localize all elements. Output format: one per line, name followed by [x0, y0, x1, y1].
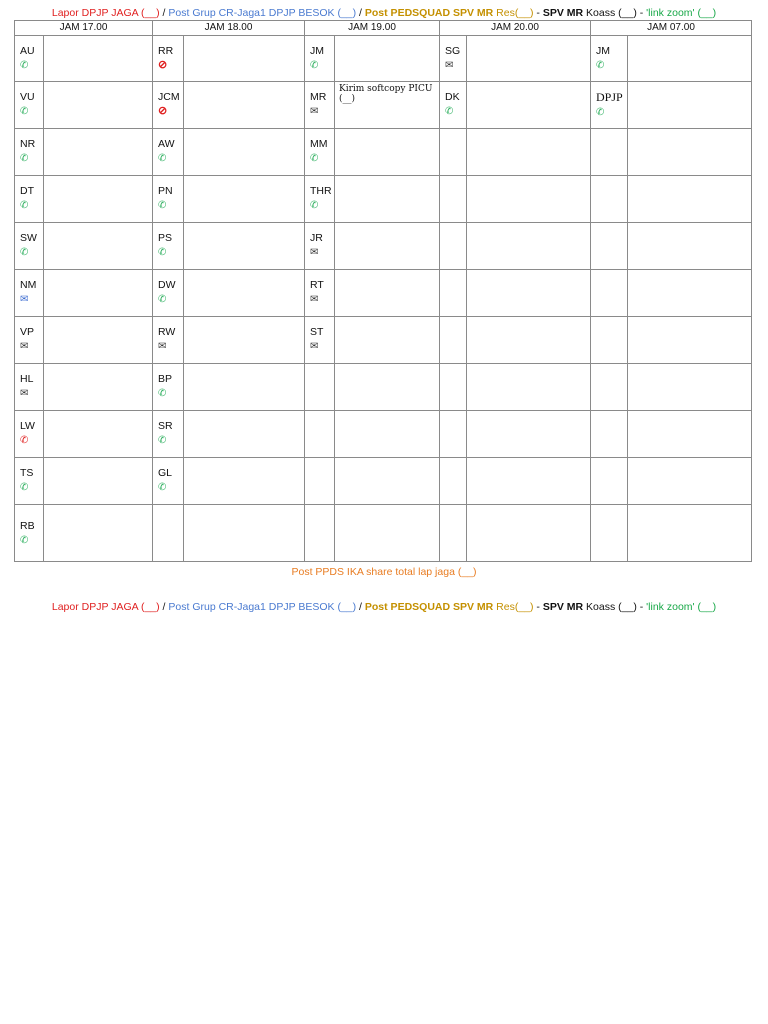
- doctor-code-cell[interactable]: [591, 82, 628, 129]
- report-note-cell[interactable]: [628, 129, 752, 176]
- report-note-cell[interactable]: [335, 411, 440, 458]
- doctor-code-cell[interactable]: [591, 411, 628, 458]
- phone-check-icon: ✆: [20, 200, 29, 211]
- phone-check-icon: ✆: [20, 482, 29, 493]
- doctor-code-cell[interactable]: [153, 270, 184, 317]
- doctor-code: DPJP: [596, 90, 623, 104]
- report-note-cell[interactable]: [184, 458, 305, 505]
- phone-check-icon: ✆: [20, 535, 29, 546]
- column-header: JAM 07.00: [591, 21, 752, 36]
- doctor-code-cell[interactable]: [440, 317, 467, 364]
- report-note-cell[interactable]: [44, 36, 153, 82]
- envelope-icon: ✉: [310, 106, 319, 117]
- report-note-cell[interactable]: [184, 317, 305, 364]
- report-note-cell[interactable]: [628, 36, 752, 82]
- phone-red-icon: ✆: [20, 435, 29, 446]
- report-note-cell[interactable]: [335, 505, 440, 562]
- doctor-code-cell[interactable]: [15, 317, 44, 364]
- envelope-icon: ✉: [310, 247, 319, 258]
- doctor-code: VU: [20, 91, 35, 103]
- report-note-cell[interactable]: [335, 364, 440, 411]
- separator: -: [636, 7, 647, 19]
- doctor-code: TS: [20, 467, 34, 479]
- doctor-code: DK: [445, 91, 460, 103]
- doctor-code-cell[interactable]: [440, 176, 467, 223]
- doctor-code: RB: [20, 520, 35, 532]
- report-note-cell[interactable]: [184, 411, 305, 458]
- schedule-row: [15, 505, 752, 562]
- report-note-cell[interactable]: [184, 223, 305, 270]
- report-note-cell[interactable]: [44, 223, 153, 270]
- phone-check-icon: ✆: [310, 153, 319, 164]
- report-note-cell[interactable]: [467, 411, 591, 458]
- phone-check-icon: ✆: [20, 60, 29, 71]
- doctor-code: MR: [310, 91, 327, 103]
- separator: /: [159, 601, 169, 613]
- phone-check-icon: ✆: [445, 106, 454, 117]
- report-note-cell[interactable]: [44, 505, 153, 562]
- doctor-code-cell[interactable]: [153, 82, 184, 129]
- doctor-code: LW: [20, 420, 35, 432]
- doctor-code-cell[interactable]: [440, 364, 467, 411]
- doctor-code-cell[interactable]: [153, 505, 184, 562]
- blocked-icon: ⊘: [158, 105, 168, 117]
- doctor-code: AW: [158, 138, 175, 150]
- post-grup-text: Post Grup CR-Jaga1 DPJP BESOK (__): [168, 601, 357, 613]
- link-zoom-text: 'link zoom' (__): [646, 601, 717, 613]
- doctor-code: BP: [158, 373, 173, 385]
- phone-check-icon: ✆: [596, 107, 605, 118]
- doctor-code-cell[interactable]: [591, 129, 628, 176]
- doctor-code-cell[interactable]: [591, 176, 628, 223]
- doctor-code-cell[interactable]: [15, 129, 44, 176]
- doctor-code-cell[interactable]: [305, 364, 335, 411]
- envelope-icon: ✉: [158, 341, 167, 352]
- separator: -: [636, 601, 647, 613]
- column-header: JAM 18.00: [153, 21, 305, 36]
- doctor-code-cell[interactable]: [15, 411, 44, 458]
- header-row: [15, 21, 752, 36]
- phone-check-icon: ✆: [158, 482, 167, 493]
- doctor-code: JM: [596, 45, 610, 57]
- report-note-cell[interactable]: [628, 458, 752, 505]
- report-note-cell[interactable]: [184, 36, 305, 82]
- doctor-code: SR: [158, 420, 173, 432]
- doctor-code-cell[interactable]: [440, 82, 467, 129]
- report-note-cell[interactable]: [184, 129, 305, 176]
- doctor-code-cell[interactable]: [305, 82, 335, 129]
- doctor-code: SW: [20, 232, 37, 244]
- blocked-icon: ⊘: [158, 59, 168, 71]
- report-note-cell[interactable]: [467, 82, 591, 129]
- report-note-cell[interactable]: [335, 223, 440, 270]
- report-note-cell[interactable]: [628, 364, 752, 411]
- schedule-row: [15, 364, 752, 411]
- doctor-code: AU: [20, 45, 35, 57]
- spv-mr-text: SPV MR: [542, 601, 584, 613]
- envelope-icon: ✉: [445, 60, 454, 71]
- report-note-cell[interactable]: [335, 458, 440, 505]
- doctor-code-cell[interactable]: [153, 364, 184, 411]
- doctor-code-cell[interactable]: [591, 223, 628, 270]
- phone-check-icon: ✆: [20, 106, 29, 117]
- phone-check-icon: ✆: [596, 60, 605, 71]
- report-note-cell[interactable]: [467, 364, 591, 411]
- post-pedsquad-text: Post PEDSQUAD SPV MR: [364, 601, 494, 613]
- doctor-code-cell[interactable]: [440, 36, 467, 82]
- doctor-code-cell[interactable]: [591, 36, 628, 82]
- doctor-code: THR: [310, 185, 332, 197]
- report-note-cell[interactable]: [184, 82, 305, 129]
- doctor-code: GL: [158, 467, 173, 479]
- doctor-code-cell[interactable]: [305, 458, 335, 505]
- doctor-code: ST: [310, 326, 324, 338]
- schedule-row: [15, 129, 752, 176]
- doctor-code-cell[interactable]: [305, 36, 335, 82]
- report-note-cell[interactable]: [335, 270, 440, 317]
- report-note-cell[interactable]: [44, 82, 153, 129]
- report-note-cell[interactable]: [628, 223, 752, 270]
- doctor-code: PN: [158, 185, 173, 197]
- spv-mr-text: SPV MR: [542, 7, 584, 19]
- doctor-code: RR: [158, 45, 174, 57]
- doctor-code: JM: [310, 45, 324, 57]
- phone-check-icon: ✆: [20, 153, 29, 164]
- envelope-icon: ✉: [310, 341, 319, 352]
- report-note-cell[interactable]: [628, 505, 752, 562]
- doctor-code: DT: [20, 185, 34, 197]
- header-instructions-top: [0, 7, 768, 19]
- envelope-icon: ✉: [310, 294, 319, 305]
- report-note-cell[interactable]: [467, 223, 591, 270]
- report-note-cell[interactable]: [184, 270, 305, 317]
- schedule-row: [15, 36, 752, 82]
- report-note-cell[interactable]: [467, 458, 591, 505]
- schedule-row: [15, 82, 752, 129]
- doctor-code: JR: [310, 232, 323, 244]
- report-note-cell[interactable]: [184, 176, 305, 223]
- phone-check-icon: ✆: [158, 294, 167, 305]
- report-note-cell[interactable]: [467, 176, 591, 223]
- report-note: Kirim softcopy PICU (__): [339, 84, 433, 104]
- report-note-cell[interactable]: [628, 317, 752, 364]
- doctor-code: JCM: [158, 91, 180, 103]
- phone-check-icon: ✆: [310, 60, 319, 71]
- footer-note: Post PPDS IKA share total lap jaga (__): [291, 566, 477, 578]
- doctor-code-cell[interactable]: [440, 129, 467, 176]
- column-header: JAM 20.00: [440, 21, 591, 36]
- doctor-code: MM: [310, 138, 328, 150]
- schedule-row: [15, 270, 752, 317]
- column-header: JAM 17.00: [15, 21, 153, 36]
- doctor-code-cell[interactable]: [15, 82, 44, 129]
- doctor-code-cell[interactable]: [15, 36, 44, 82]
- report-note-cell[interactable]: [335, 129, 440, 176]
- doctor-code: SG: [445, 45, 461, 57]
- report-note-cell[interactable]: [44, 411, 153, 458]
- doctor-code-cell[interactable]: [15, 505, 44, 562]
- doctor-code-cell[interactable]: [15, 458, 44, 505]
- separator: /: [159, 7, 169, 19]
- report-note-cell[interactable]: [184, 364, 305, 411]
- doctor-code-cell[interactable]: [153, 411, 184, 458]
- doctor-code-cell[interactable]: [153, 458, 184, 505]
- doctor-code-cell[interactable]: [305, 270, 335, 317]
- doctor-code-cell[interactable]: [153, 317, 184, 364]
- doctor-code: RW: [158, 326, 176, 338]
- report-note-cell[interactable]: [467, 36, 591, 82]
- doctor-code-cell[interactable]: [15, 270, 44, 317]
- doctor-code-cell[interactable]: [440, 458, 467, 505]
- phone-check-icon: ✆: [158, 247, 167, 258]
- doctor-code-cell[interactable]: [591, 458, 628, 505]
- report-note-cell[interactable]: [335, 36, 440, 82]
- schedule-row: [15, 317, 752, 364]
- doctor-code: DW: [158, 279, 176, 291]
- res-text: Res(__): [493, 7, 534, 19]
- res-text: Res(__): [493, 601, 534, 613]
- report-note-cell[interactable]: [44, 317, 153, 364]
- doctor-code-cell[interactable]: [15, 176, 44, 223]
- doctor-code-cell[interactable]: [15, 364, 44, 411]
- doctor-code: VP: [20, 326, 35, 338]
- doctor-code: HL: [20, 373, 34, 385]
- koass-text: Koass (__): [583, 601, 637, 613]
- doctor-code-cell[interactable]: [440, 270, 467, 317]
- separator: -: [533, 7, 543, 19]
- report-note-cell[interactable]: [628, 82, 752, 129]
- doctor-code-cell[interactable]: [153, 129, 184, 176]
- phone-check-icon: ✆: [158, 153, 167, 164]
- doctor-code-cell[interactable]: [153, 36, 184, 82]
- report-note-cell[interactable]: [44, 458, 153, 505]
- column-header: JAM 19.00: [305, 21, 440, 36]
- doctor-code-cell[interactable]: [153, 176, 184, 223]
- report-note-cell[interactable]: [335, 82, 440, 129]
- report-note-cell[interactable]: [467, 270, 591, 317]
- link-zoom-text: 'link zoom' (__): [646, 7, 717, 19]
- doctor-code: NM: [20, 279, 37, 291]
- schedule-row: [15, 458, 752, 505]
- phone-check-icon: ✆: [158, 435, 167, 446]
- koass-text: Koass (__): [583, 7, 637, 19]
- doctor-code-cell[interactable]: [440, 223, 467, 270]
- doctor-code-cell[interactable]: [591, 505, 628, 562]
- report-note-cell[interactable]: [628, 176, 752, 223]
- schedule-row: [15, 411, 752, 458]
- doctor-code-cell[interactable]: [591, 270, 628, 317]
- report-note-cell[interactable]: [335, 176, 440, 223]
- separator: /: [356, 7, 365, 19]
- report-note-cell[interactable]: [44, 129, 153, 176]
- report-note-cell[interactable]: [335, 317, 440, 364]
- doctor-code-cell[interactable]: [440, 505, 467, 562]
- separator: -: [533, 601, 543, 613]
- doctor-code-cell[interactable]: [440, 411, 467, 458]
- report-note-cell[interactable]: [467, 317, 591, 364]
- report-note-cell[interactable]: [628, 270, 752, 317]
- doctor-code-cell[interactable]: [591, 317, 628, 364]
- phone-check-icon: ✆: [158, 388, 167, 399]
- header-instructions-bottom: [0, 601, 768, 613]
- separator: /: [356, 601, 365, 613]
- report-note-cell[interactable]: [44, 176, 153, 223]
- envelope-icon: ✉: [20, 388, 29, 399]
- post-grup-text: Post Grup CR-Jaga1 DPJP BESOK (__): [168, 7, 357, 19]
- doctor-code-cell[interactable]: [305, 176, 335, 223]
- doctor-code-cell[interactable]: [591, 364, 628, 411]
- schedule-table: [14, 20, 752, 562]
- report-note-cell[interactable]: [467, 505, 591, 562]
- doctor-code-cell[interactable]: [305, 411, 335, 458]
- report-note-cell[interactable]: [184, 505, 305, 562]
- phone-check-icon: ✆: [310, 200, 319, 211]
- schedule-row: [15, 176, 752, 223]
- report-note-cell[interactable]: [628, 411, 752, 458]
- phone-check-icon: ✆: [20, 247, 29, 258]
- schedule-row: [15, 223, 752, 270]
- lapor-dpjp-text: Lapor DPJP JAGA (__): [51, 7, 160, 19]
- lapor-dpjp-text: Lapor DPJP JAGA (__): [51, 601, 160, 613]
- doctor-code: PS: [158, 232, 173, 244]
- envelope-icon: ✉: [20, 294, 29, 305]
- doctor-code-cell[interactable]: [305, 223, 335, 270]
- report-note-cell[interactable]: [44, 270, 153, 317]
- doctor-code-cell[interactable]: [153, 223, 184, 270]
- doctor-code: RT: [310, 279, 324, 291]
- envelope-icon: ✉: [20, 341, 29, 352]
- post-pedsquad-text: Post PEDSQUAD SPV MR: [364, 7, 494, 19]
- doctor-code: NR: [20, 138, 36, 150]
- doctor-code-cell[interactable]: [305, 129, 335, 176]
- doctor-code-cell[interactable]: [305, 505, 335, 562]
- report-note-cell[interactable]: [44, 364, 153, 411]
- doctor-code-cell[interactable]: [305, 317, 335, 364]
- phone-check-icon: ✆: [158, 200, 167, 211]
- doctor-code-cell[interactable]: [15, 223, 44, 270]
- report-note-cell[interactable]: [467, 129, 591, 176]
